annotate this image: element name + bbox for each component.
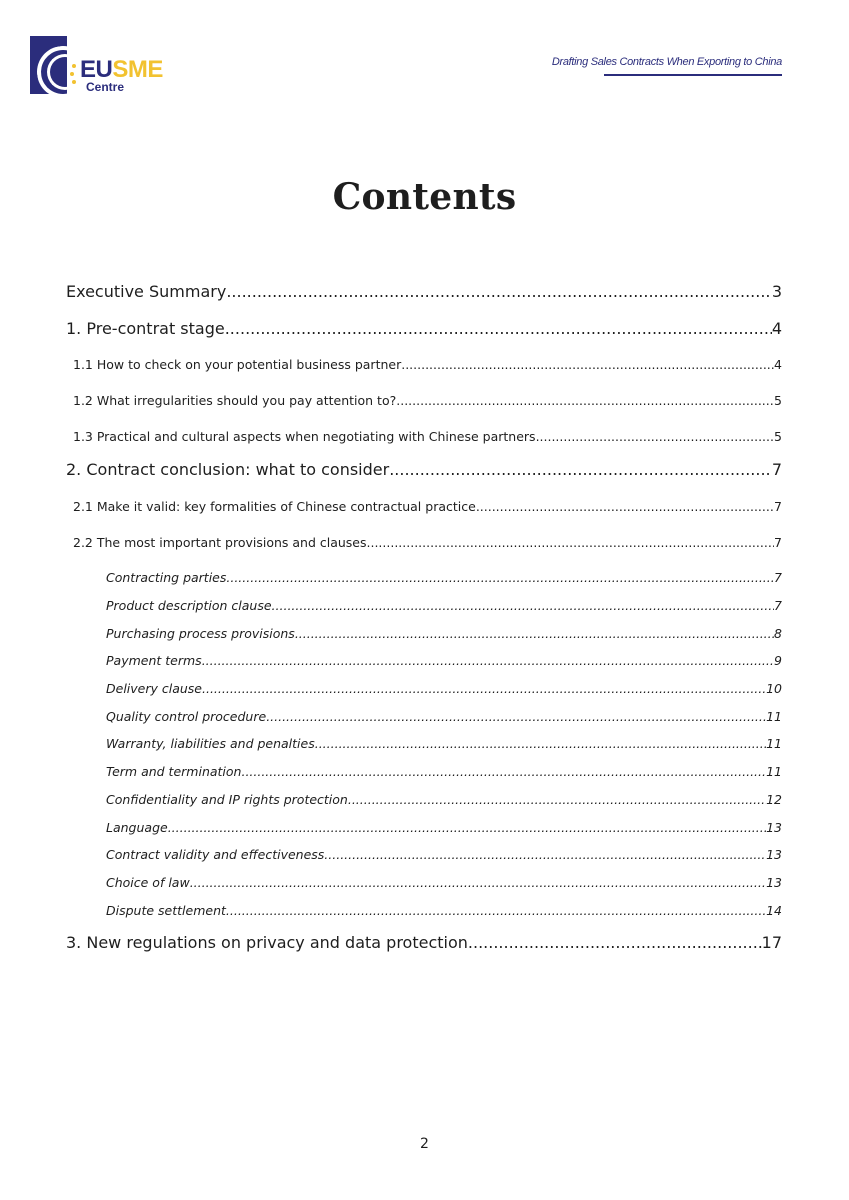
toc-page-number: 17 (761, 933, 782, 952)
toc-page-number: 8 (774, 626, 782, 641)
logo-text-sme: SME (112, 56, 163, 83)
toc-page-number: 11 (766, 709, 782, 724)
dot-leader (348, 792, 766, 807)
toc-entry-warranty[interactable] (106, 736, 782, 751)
dot-leader (226, 903, 766, 918)
toc-entry-delivery-clause[interactable] (106, 681, 782, 696)
toc-page-number: 7 (774, 570, 782, 585)
dot-leader (476, 499, 774, 514)
dot-leader (226, 282, 772, 301)
toc-entry-label: 1. Pre-contrat stage (66, 319, 225, 338)
toc-entry-term-termination[interactable] (106, 764, 782, 779)
toc-entry-label: Dispute settlement (106, 903, 226, 918)
dot-leader (324, 847, 766, 862)
dot-leader (367, 535, 775, 550)
toc-entry-pre-contract-stage[interactable] (66, 319, 782, 338)
dot-leader (468, 933, 762, 952)
toc-entry-confidentiality[interactable] (106, 792, 782, 807)
toc-entry-1-3[interactable] (73, 429, 782, 444)
toc-entry-label: Warranty, liabilities and penalties (106, 736, 315, 751)
toc-entry-label: 3. New regulations on privacy and data protection (66, 933, 468, 952)
toc-entry-contract-conclusion[interactable] (66, 460, 782, 479)
toc-entry-label: 1.1 How to check on your potential business partner (73, 357, 402, 372)
dot-leader (536, 429, 774, 444)
toc-page-number: 13 (766, 875, 782, 890)
toc-entry-1-2[interactable] (73, 393, 782, 408)
logo-arc-inner (47, 54, 83, 90)
toc-entry-label: Choice of law (106, 875, 190, 890)
logo-star (70, 72, 74, 76)
toc-page-number: 13 (766, 820, 782, 835)
logo-star (72, 64, 76, 68)
toc-entry-label: 2.1 Make it valid: key formalities of Chinese contractual practice (73, 499, 476, 514)
toc-entry-label: Quality control procedure (106, 709, 267, 724)
page-number: 2 (420, 1136, 429, 1152)
toc-entry-dispute-settlement[interactable] (106, 903, 782, 918)
dot-leader (202, 681, 766, 696)
toc-page-number: 13 (766, 847, 782, 862)
toc-entry-privacy-data-protection[interactable] (66, 933, 782, 952)
toc-page-number: 5 (774, 393, 782, 408)
toc-entry-2-1[interactable] (73, 499, 782, 514)
header-underline (604, 74, 782, 76)
toc-page-number: 3 (771, 282, 782, 301)
dot-leader (295, 626, 774, 641)
toc-entry-label: Contract validity and effectiveness (106, 847, 325, 862)
toc-entry-label: 1.3 Practical and cultural aspects when negotiating with Chinese partners (73, 429, 536, 444)
toc-page-number: 14 (766, 903, 782, 918)
dot-leader (225, 319, 772, 338)
logo-text-eu: EU (80, 56, 113, 83)
toc-page-number: 7 (774, 535, 782, 550)
dot-leader (190, 875, 766, 890)
toc-entry-payment-terms[interactable] (106, 653, 782, 668)
toc-page-number: 7 (771, 460, 782, 479)
toc-entry-label: 2.2 The most important provisions and clauses (73, 535, 367, 550)
toc-entry-label: Term and termination (106, 764, 242, 779)
contents-heading: Contents (332, 176, 517, 218)
dot-leader (272, 598, 775, 613)
toc-entry-label: Payment terms (106, 653, 202, 668)
toc-entry-label: 1.2 What irregularities should you pay attention to? (73, 393, 397, 408)
toc-entry-label: Language (106, 820, 168, 835)
toc-entry-executive-summary[interactable] (66, 282, 782, 301)
toc-entry-label: Contracting parties (106, 570, 227, 585)
running-header-title: Drafting Sales Contracts When Exporting to China (551, 56, 782, 68)
toc-entry-label: Executive Summary (66, 282, 227, 301)
toc-page-number: 5 (774, 429, 782, 444)
dot-leader (396, 393, 774, 408)
toc-entry-label: Delivery clause (106, 681, 202, 696)
toc-entry-language[interactable] (106, 820, 782, 835)
toc-page-number: 11 (766, 736, 782, 751)
toc-entry-quality-control[interactable] (106, 709, 782, 724)
toc-entry-label: Confidentiality and IP rights protection (106, 792, 348, 807)
toc-page-number: 10 (766, 681, 782, 696)
toc-entry-1-1[interactable] (73, 357, 782, 372)
dot-leader (202, 653, 774, 668)
toc-entry-purchasing-process[interactable] (106, 626, 782, 641)
logo-wordmark (80, 58, 163, 82)
toc-entry-choice-of-law[interactable] (106, 875, 782, 890)
toc-entry-contract-validity[interactable] (106, 847, 782, 862)
toc-page-number: 4 (771, 319, 782, 338)
logo-star (72, 80, 76, 84)
dot-leader (226, 570, 774, 585)
toc-entry-label: Product description clause (106, 598, 272, 613)
toc-page-number: 11 (766, 764, 782, 779)
toc-entry-label: Purchasing process provisions (106, 626, 295, 641)
toc-entry-label: 2. Contract conclusion: what to consider (66, 460, 390, 479)
toc-entry-product-description[interactable] (106, 598, 782, 613)
dot-leader (389, 460, 772, 479)
eusme-centre-logo (30, 36, 163, 96)
logo-subtitle: Centre (86, 80, 125, 94)
dot-leader (266, 709, 766, 724)
toc-entry-contracting-parties[interactable] (106, 570, 782, 585)
dot-leader (241, 764, 766, 779)
dot-leader (401, 357, 774, 372)
toc-page-number: 9 (774, 653, 782, 668)
toc-page-number: 12 (766, 792, 782, 807)
toc-page-number: 7 (774, 598, 782, 613)
toc-page-number: 7 (774, 499, 782, 514)
toc-page-number: 4 (774, 357, 782, 372)
dot-leader (315, 736, 766, 751)
toc-entry-2-2[interactable] (73, 535, 782, 550)
dot-leader (168, 820, 766, 835)
